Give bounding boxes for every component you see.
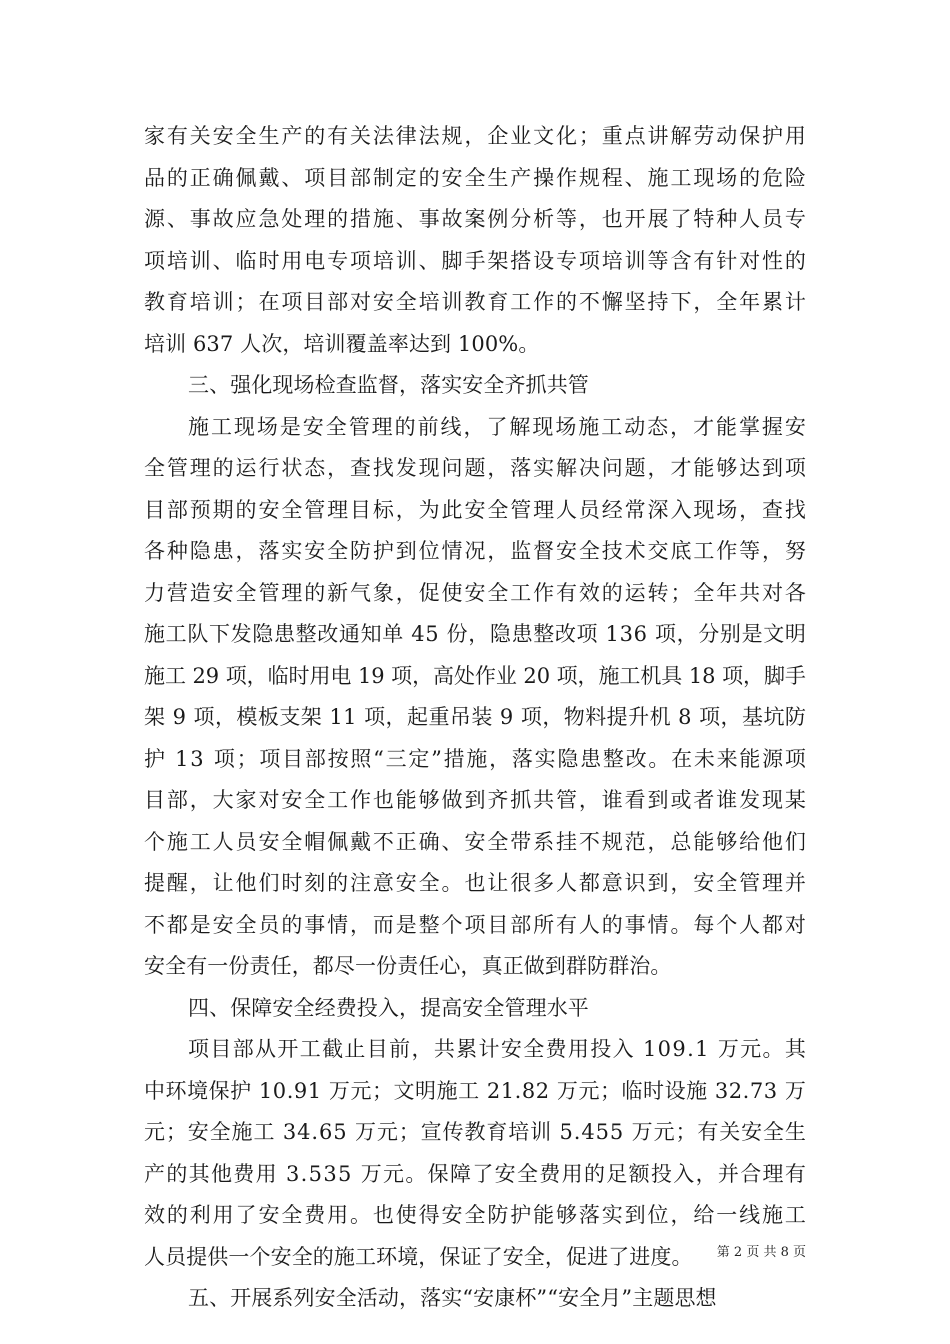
text-line: 人员提供一个安全的施工环境，保证了安全，促进了进度。 [144,1244,693,1269]
text-line: 项目部从开工截止目前，共累计安全费用投入 109.1 万元。其 [188,1037,808,1061]
text-line: 不都是安全员的事情，而是整个项目部所有人的事情。每个人都对 [144,912,808,937]
text-line: 五、开展系列安全活动，落实“安康杯”“安全月”主题思想 [188,1286,717,1310]
text-line: 施工队下发隐患整改通知单 45 份，隐患整改项 136 项，分别是文明 [144,622,807,646]
text-line: 效的利用了安全费用。也使得安全防护能够落实到位，给一线施工 [144,1203,808,1227]
text-line: 施工现场是安全管理的前线，了解现场施工动态，才能掌握安 [188,414,808,439]
text-line: 护 13 项；项目部按照“三定”措施，落实隐患整改。在未来能源项 [144,746,808,771]
text-line: 培训 637 人次，培训覆盖率达到 100%。 [144,331,540,356]
text-line: 安全有一份责任，都尽一份责任心，真正做到群防群治。 [144,954,672,978]
text-line: 目部，大家对安全工作也能够做到齐抓共管，谁看到或者谁发现某 [144,788,808,812]
text-line: 力营造安全管理的新气象，促使安全工作有效的运转；全年共对各 [144,580,808,605]
text-line: 中环境保护 10.91 万元；文明施工 21.82 万元；临时设施 32.73 万 [144,1078,807,1103]
page-number: 第 2 页 共 8 页 [716,1245,806,1260]
text-line: 元；安全施工 34.65 万元；宣传教育培训 5.455 万元；有关安全生 [144,1120,807,1144]
text-line: 家有关安全生产的有关法律法规，企业文化；重点讲解劳动保护用 [144,124,808,148]
text-line: 架 9 项，模板支架 11 项，起重吊装 9 项，物料提升机 8 项，基坑防 [144,705,807,729]
text-line: 各种隐患，落实安全防护到位情况，监督安全技术交底工作等，努 [144,539,808,563]
document-body [144,116,806,1320]
text-line: 四、保障安全经费投入，提高安全管理水平 [188,995,589,1020]
text-line: 源、事故应急处理的措施、事故案例分析等，也开展了特种人员专 [144,207,808,231]
text-line: 三、强化现场检查监督，落实安全齐抓共管 [188,373,589,397]
text-line: 施工 29 项，临时用电 19 项，高处作业 20 项，施工机具 18 项，脚手 [144,663,806,688]
text-line: 品的正确佩戴、项目部制定的安全生产操作规程、施工现场的危险 [144,165,808,190]
text-line: 全管理的运行状态，查找发现问题，落实解决问题，才能够达到项 [144,456,808,480]
text-line: 个施工人员安全帽佩戴不正确、安全带系挂不规范，总能够给他们 [144,829,808,854]
text-line: 目部预期的安全管理目标，为此安全管理人员经常深入现场，查找 [144,497,808,522]
text-line: 产的其他费用 3.535 万元。保障了安全费用的足额投入，并合理有 [144,1161,808,1186]
text-line: 提醒，让他们时刻的注意安全。也让很多人都意识到，安全管理并 [144,871,808,895]
text-line: 项培训、临时用电专项培训、脚手架搭设专项培训等含有针对性的 [144,248,808,273]
text-line: 教育培训；在项目部对安全培训教育工作的不懈坚持下，全年累计 [144,290,808,314]
